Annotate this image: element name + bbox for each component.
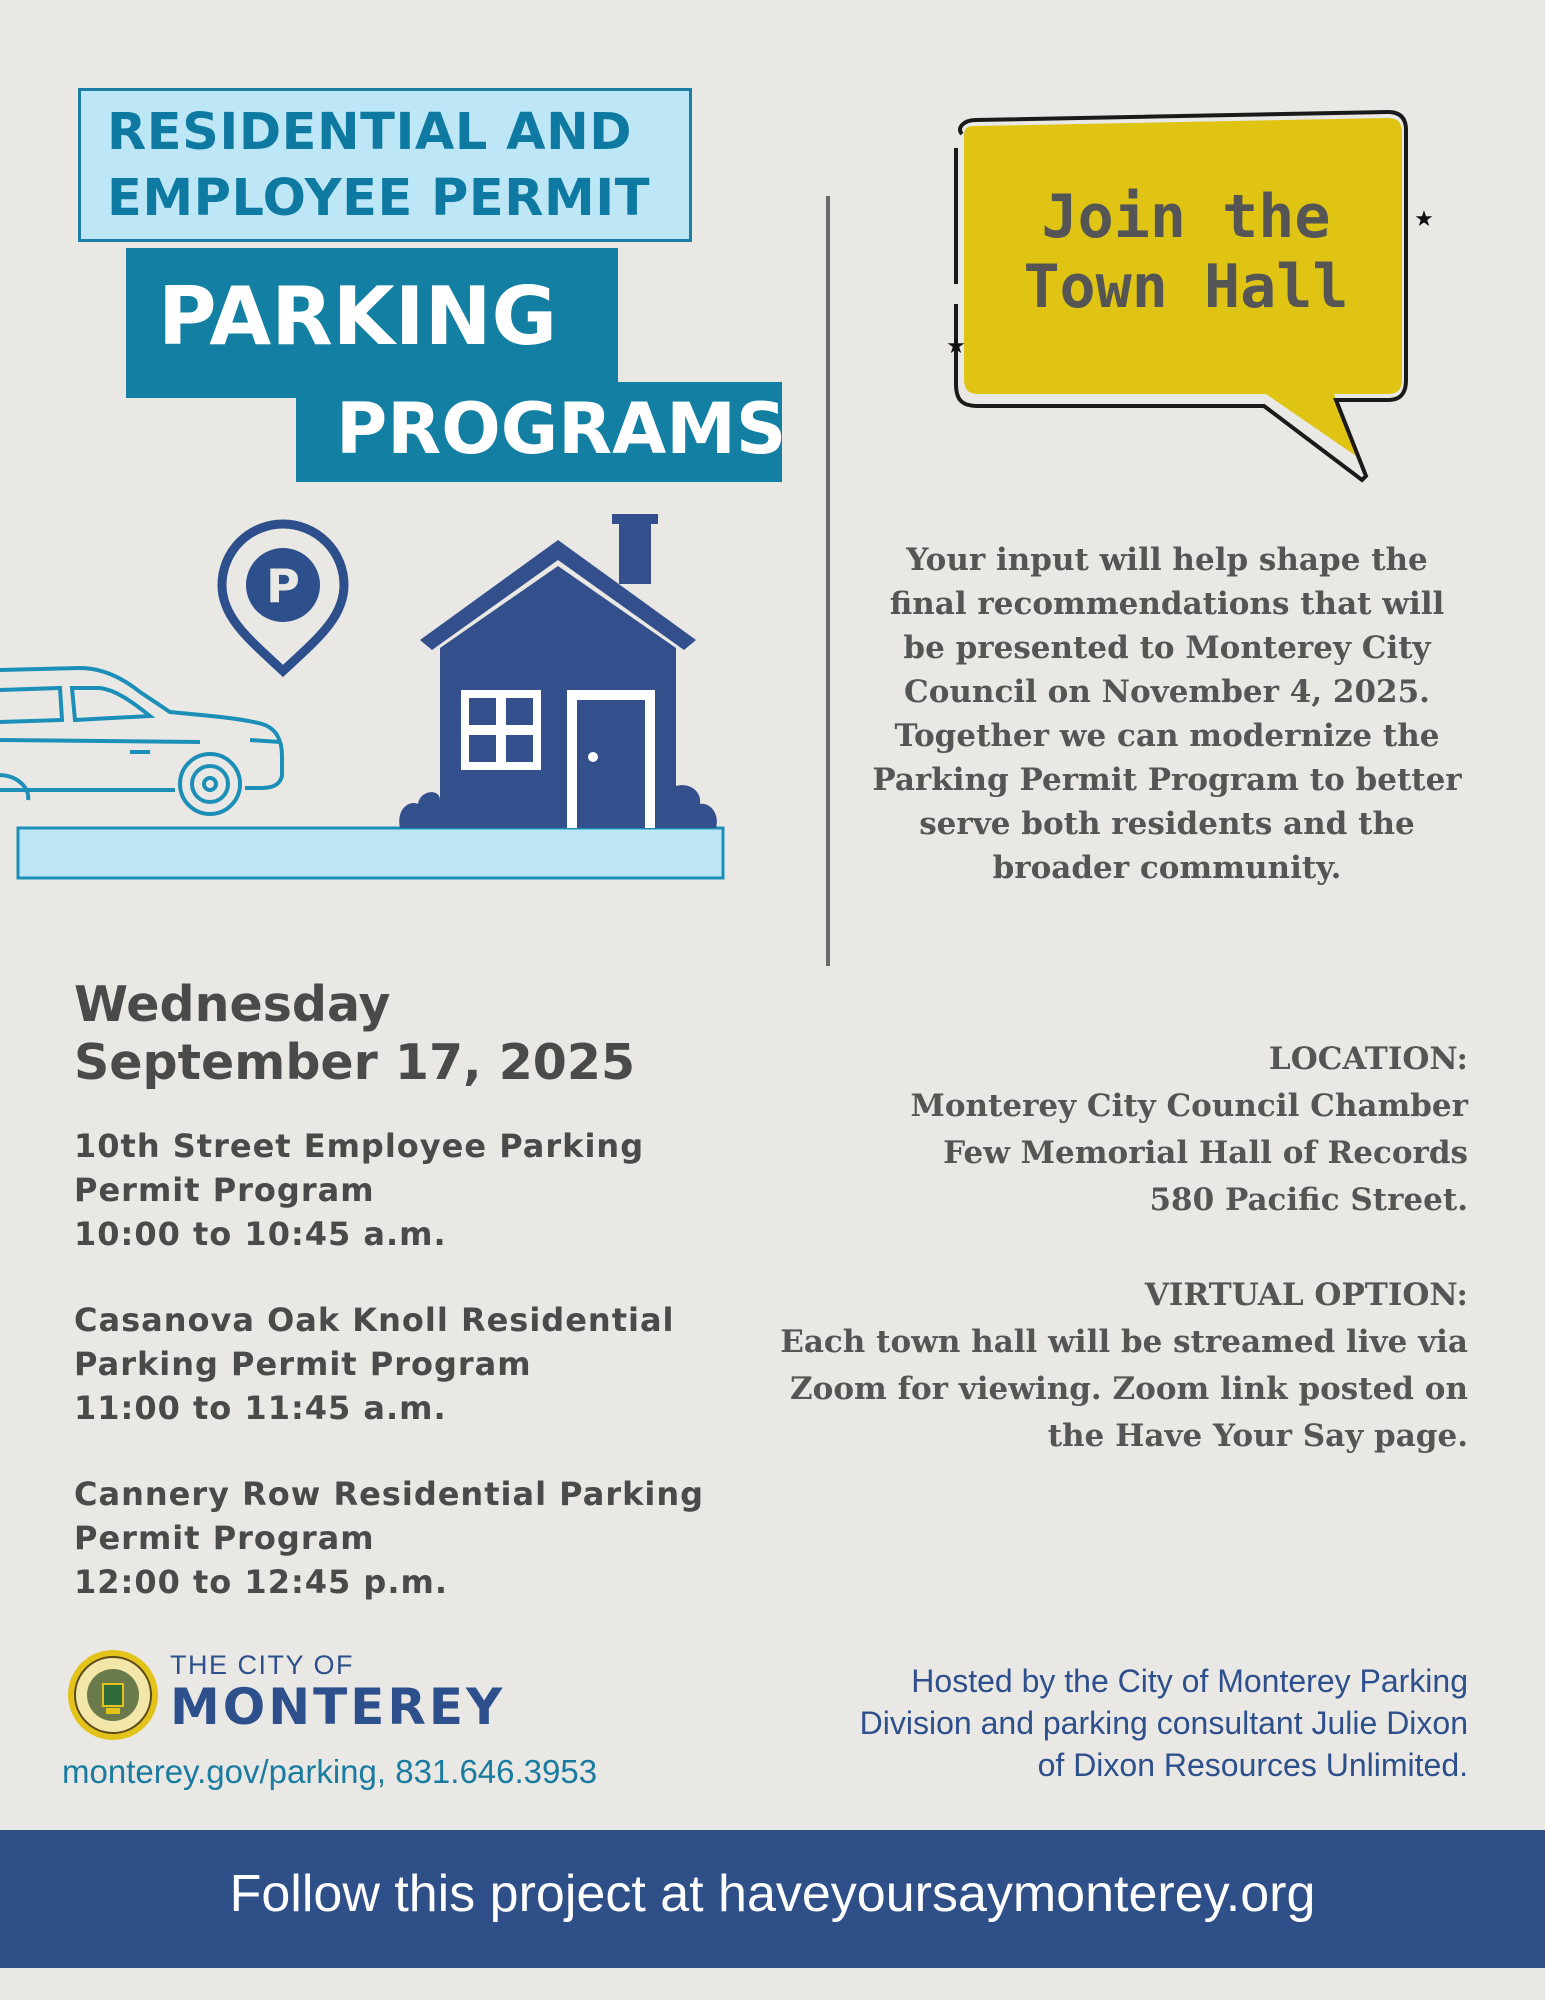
input-description xyxy=(862,538,1472,890)
session-time: 12:00 to 12:45 p.m. xyxy=(74,1563,448,1601)
session-3 xyxy=(74,1472,714,1604)
hosted-line: of Dixon Resources Unlimited. xyxy=(1037,1747,1468,1783)
virtual-line: Each town hall will be streamed live via xyxy=(780,1324,1468,1360)
session-1 xyxy=(74,1124,714,1256)
location-line: Monterey City Council Chamber xyxy=(910,1088,1468,1124)
virtual-label: VIRTUAL OPTION: xyxy=(1144,1277,1468,1313)
parking-pin-icon xyxy=(222,524,344,671)
session-name: Cannery Row Residential Parking xyxy=(74,1475,705,1513)
hosted-line: Hosted by the City of Monterey Parking xyxy=(911,1663,1468,1699)
bubble-title-line-1: Join the xyxy=(1041,182,1331,252)
input-line: be presented to Monterey City xyxy=(903,630,1431,666)
session-name: 10th Street Employee Parking xyxy=(74,1127,645,1165)
session-name: Permit Program xyxy=(74,1519,375,1557)
input-line: final recommendations that will xyxy=(889,586,1445,622)
session-time: 11:00 to 11:45 a.m. xyxy=(74,1389,447,1427)
hosted-line: Division and parking consultant Julie Dixon xyxy=(859,1705,1468,1741)
bubble-title-line-2: Town Hall xyxy=(1023,252,1349,322)
event-date: September 17, 2025 xyxy=(74,1034,636,1091)
location-line: 580 Pacific Street. xyxy=(1149,1182,1468,1218)
session-name: Casanova Oak Knoll Residential xyxy=(74,1301,675,1339)
footer-text[interactable]: Follow this project at haveyoursaymonterey.org xyxy=(229,1865,1316,1923)
svg-text:P: P xyxy=(266,559,300,613)
title-box-top xyxy=(78,88,692,242)
session-time: 10:00 to 10:45 a.m. xyxy=(74,1215,447,1253)
input-line: Together we can modernize the xyxy=(894,718,1440,754)
session-name: Parking Permit Program xyxy=(74,1345,532,1383)
contact-link[interactable]: monterey.gov/parking, 831.646.3953 xyxy=(62,1753,598,1790)
city-name: MONTEREY xyxy=(170,1678,506,1736)
house-icon xyxy=(399,514,717,828)
virtual-line: the Have Your Say page. xyxy=(1047,1418,1468,1454)
input-line: Your input will help shape the xyxy=(906,542,1428,578)
location-line: Few Memorial Hall of Records xyxy=(943,1135,1468,1171)
session-name: Permit Program xyxy=(74,1171,375,1209)
footer-banner xyxy=(0,1830,1545,1968)
location-label: LOCATION: xyxy=(1268,1041,1468,1077)
vertical-divider xyxy=(826,196,830,966)
parking-illustration xyxy=(0,505,740,885)
input-line: Council on November 4, 2025. xyxy=(904,674,1430,710)
event-day: Wednesday xyxy=(74,976,391,1033)
title-line-residential: RESIDENTIAL AND xyxy=(107,103,633,162)
virtual-line: Zoom for viewing. Zoom link posted on xyxy=(790,1371,1468,1407)
svg-text:★: ★ xyxy=(946,334,966,359)
city-seal-icon xyxy=(66,1648,160,1742)
title-parking: PARKING xyxy=(158,270,558,363)
svg-text:★: ★ xyxy=(1414,207,1434,232)
title-programs: PROGRAMS xyxy=(336,388,787,470)
title-line-employee-permit: EMPLOYEE PERMIT xyxy=(107,169,651,228)
location-block xyxy=(911,1036,1469,1224)
ground-strip xyxy=(18,828,723,878)
hosted-by xyxy=(748,1660,1468,1786)
speech-bubble xyxy=(936,108,1436,484)
session-2 xyxy=(74,1298,714,1430)
car-icon xyxy=(0,668,282,814)
input-line: Parking Permit Program to better xyxy=(872,762,1462,798)
input-line: broader community. xyxy=(992,850,1342,886)
city-of-label: THE CITY OF xyxy=(170,1650,355,1680)
input-line: serve both residents and the xyxy=(919,806,1415,842)
virtual-option-block xyxy=(780,1272,1468,1460)
